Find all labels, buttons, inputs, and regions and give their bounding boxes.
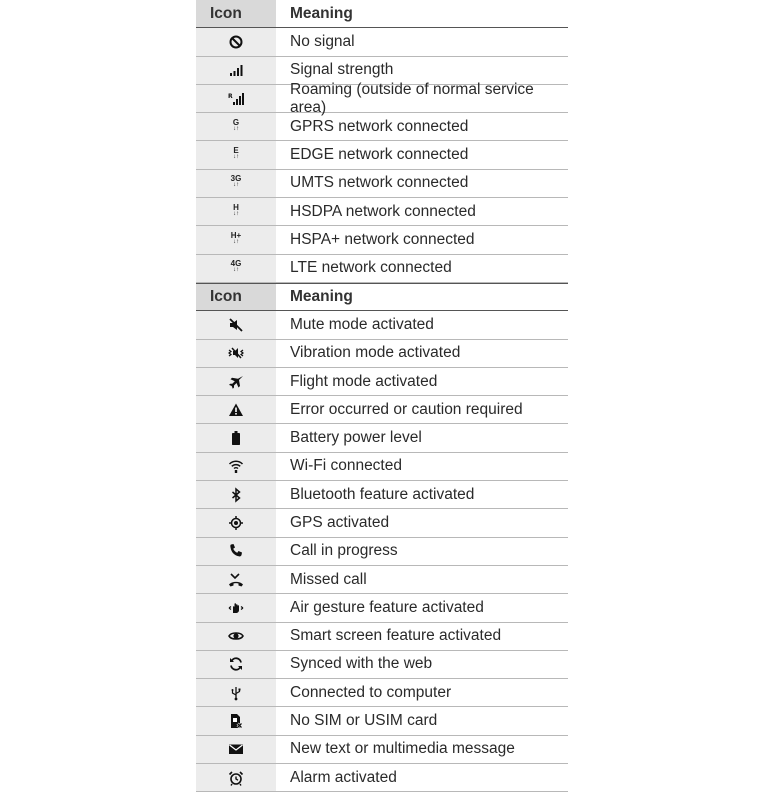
row-meaning: EDGE network connected <box>290 146 469 164</box>
row-meaning: HSPA+ network connected <box>290 231 475 249</box>
row-meaning: No signal <box>290 32 355 50</box>
gprs-icon: G ↓↑ <box>232 117 240 132</box>
table-row <box>196 198 568 226</box>
row-meaning: HSDPA network connected <box>290 202 476 220</box>
svg-text:R: R <box>228 92 233 100</box>
vibration-icon <box>228 345 244 361</box>
table-row <box>196 170 568 198</box>
row-meaning: Air gesture feature activated <box>290 598 484 616</box>
table-row <box>196 707 568 735</box>
usb-icon <box>228 685 244 701</box>
envelope-icon <box>228 741 244 757</box>
row-meaning: GPS activated <box>290 513 390 531</box>
row-meaning: Battery power level <box>290 429 422 447</box>
row-meaning: Error occurred or caution required <box>290 400 523 418</box>
table-row <box>196 311 568 339</box>
row-meaning: Connected to computer <box>290 683 452 701</box>
table-row <box>196 566 568 594</box>
table-row <box>196 113 568 141</box>
table-row <box>196 340 568 368</box>
hspa-plus-icon: H+ ↓↑ <box>230 231 242 246</box>
table-row <box>196 255 568 283</box>
row-meaning: Signal strength <box>290 61 394 79</box>
table-row <box>196 509 568 537</box>
table-row <box>196 368 568 396</box>
table-row <box>196 764 568 792</box>
missed-call-icon <box>228 572 244 588</box>
sync-icon <box>228 656 244 672</box>
table-row <box>196 396 568 424</box>
table-row <box>196 623 568 651</box>
row-meaning: New text or multimedia message <box>290 740 515 758</box>
table-row <box>196 28 568 56</box>
table-row <box>196 226 568 254</box>
row-meaning: Call in progress <box>290 542 398 560</box>
mute-icon <box>228 317 244 333</box>
edge-icon: E ↓↑ <box>233 146 239 161</box>
eye-icon <box>228 628 244 644</box>
meaning-column-header: Meaning <box>290 4 353 22</box>
meaning-column-header: Meaning <box>290 288 353 306</box>
row-meaning: Flight mode activated <box>290 372 438 390</box>
battery-icon <box>228 430 244 446</box>
row-meaning: Vibration mode activated <box>290 344 461 362</box>
table-row <box>196 594 568 622</box>
alarm-icon <box>228 770 244 786</box>
row-meaning: Mute mode activated <box>290 315 434 333</box>
no-sim-icon <box>228 713 244 729</box>
gps-icon <box>228 515 244 531</box>
row-meaning: UMTS network connected <box>290 174 469 192</box>
row-meaning: Alarm activated <box>290 768 397 786</box>
signal-strength-icon <box>228 62 244 78</box>
row-meaning: Wi-Fi connected <box>290 457 402 475</box>
table-row <box>196 424 568 452</box>
table-header <box>196 283 568 311</box>
table-row <box>196 141 568 169</box>
table-header <box>196 0 568 28</box>
roaming-icon <box>228 91 244 107</box>
no-signal-icon <box>228 34 244 50</box>
hsdpa-icon: H ↓↑ <box>233 202 239 217</box>
row-meaning: Synced with the web <box>290 655 433 673</box>
row-meaning: No SIM or USIM card <box>290 712 438 730</box>
table-row <box>196 538 568 566</box>
row-meaning: Missed call <box>290 570 367 588</box>
row-meaning: GPRS network connected <box>290 117 469 135</box>
row-meaning: LTE network connected <box>290 259 452 277</box>
lte-icon: 4G ↓↑ <box>230 259 242 274</box>
umts-icon: 3G ↓↑ <box>230 174 242 189</box>
phone-call-icon <box>228 543 244 559</box>
status-icons-table <box>196 0 568 792</box>
table-row <box>196 651 568 679</box>
table-row <box>196 453 568 481</box>
row-meaning: Smart screen feature activated <box>290 627 502 645</box>
table-row <box>196 679 568 707</box>
air-gesture-icon <box>228 600 244 616</box>
icon-column-header: Icon <box>196 0 276 27</box>
row-meaning: Roaming (outside of normal service area) <box>290 80 534 116</box>
warning-icon <box>228 402 244 418</box>
row-meaning: Bluetooth feature activated <box>290 485 475 503</box>
icon-column-header: Icon <box>196 284 276 310</box>
bluetooth-icon <box>228 487 244 503</box>
table-row <box>196 481 568 509</box>
airplane-icon <box>228 374 244 390</box>
table-row <box>196 736 568 764</box>
table-row <box>196 80 568 116</box>
wifi-icon <box>228 458 244 474</box>
